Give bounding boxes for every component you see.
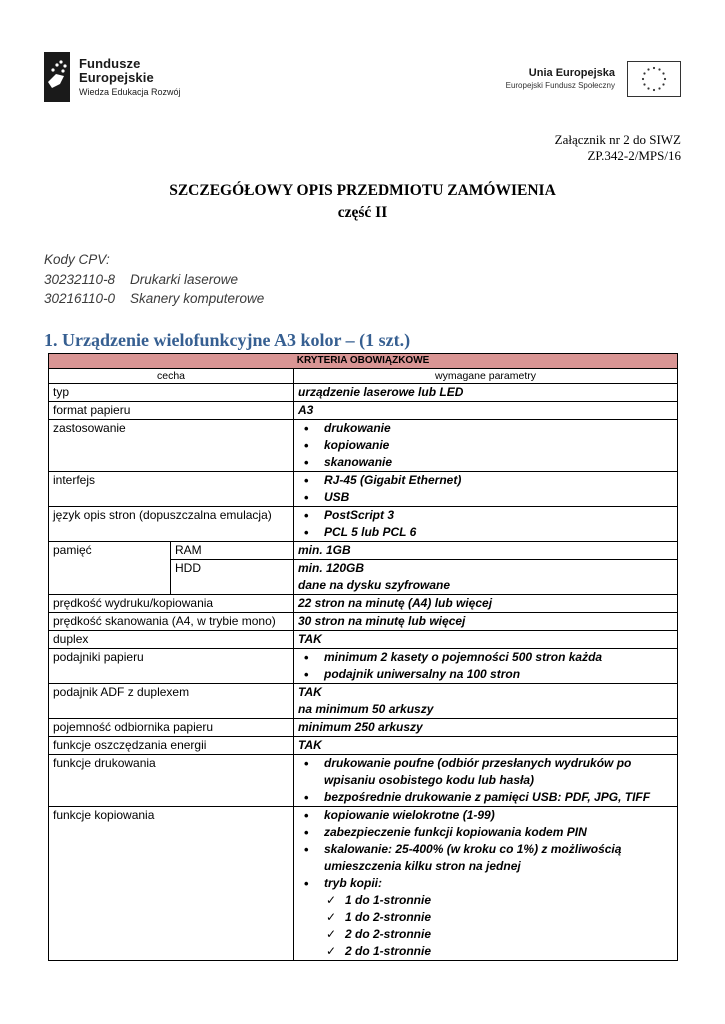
row-value: A3 [294,402,678,420]
list-item: • minimum 2 kasety o pojemności 500 stron każda [298,649,673,666]
col-header-parametry: wymagane parametry [294,369,678,384]
fe-logo-line1: Fundusze [79,56,141,71]
row-value-line: na minimum 50 arkuszy [298,702,434,716]
row-value-list [294,472,678,507]
cpv-code: 30216110-0 [44,291,116,306]
list-item: • podajnik uniwersalny na 100 stron [298,666,673,683]
cpv-codes [44,250,264,309]
row-value-list [294,420,678,472]
table-header: KRYTERIA OBOWIĄZKOWE [49,354,678,369]
list-item: • kopiowanie [298,437,673,454]
row-label: prędkość skanowania (A4, w trybie mono) [49,613,294,631]
row-value-list [294,807,678,961]
row-value: TAK [294,631,678,649]
table-row [49,472,678,507]
spec-table [48,353,678,961]
table-row [49,542,678,560]
cpv-row [44,289,264,309]
list-item: • bezpośrednie drukowanie z pamięci USB: PDF, JPG, TIFF [298,789,673,806]
table-row [49,719,678,737]
row-label: język opis stron (dopuszczalna emulacja) [49,507,294,542]
row-label: duplex [49,631,294,649]
table-row [49,507,678,542]
document-title [0,180,725,224]
list-item: • drukowanie [298,420,673,437]
row-sublabel: HDD [171,560,294,595]
section-heading: 1. Urządzenie wielofunkcyjne A3 kolor – (1 szt.) [44,330,411,350]
list-item: • drukowanie poufne (odbiór przesłanych wydruków po wpisaniu osobistego kodu lub hasła) [298,755,673,789]
table-row [49,384,678,402]
annex-reference [555,132,681,164]
col-header-cecha: cecha [49,369,294,384]
list-item: • skanowanie [298,454,673,471]
table-row [49,402,678,420]
checklist-item: ✓ 1 do 1-stronnie [298,892,673,909]
table-subheader-row [49,369,678,384]
row-value [294,684,678,719]
annex-line1: Załącznik nr 2 do SIWZ [554,132,681,147]
row-label: pojemność odbiornika papieru [49,719,294,737]
table-row [49,649,678,684]
row-value: urządzenie laserowe lub LED [294,384,678,402]
table-row [49,613,678,631]
row-label: funkcje kopiowania [49,807,294,961]
row-label: typ [49,384,294,402]
list-item: • USB [298,489,673,506]
checklist-item: ✓ 2 do 1-stronnie [298,943,673,960]
list-item: • skalowanie: 25-400% (w kroku co 1%) z możliwością umieszczenia kilku stron na jednej [298,841,673,875]
table-row [49,595,678,613]
row-label: format papieru [49,402,294,420]
fe-logo-icon [44,52,70,102]
annex-line2: ZP.342-2/MPS/16 [587,148,681,163]
row-label: interfejs [49,472,294,507]
row-value: 22 stron na minutę (A4) lub więcej [294,595,678,613]
row-label: podajnik ADF z duplexem [49,684,294,719]
eu-logo-line1: Unia Europejska [528,67,615,80]
eu-flag-icon [627,61,681,97]
list-item: • kopiowanie wielokrotne (1-99) [298,807,673,824]
list-item: • zabezpieczenie funkcji kopiowania kodem PIN [298,824,673,841]
table-row [49,755,678,807]
row-label: funkcje drukowania [49,755,294,807]
row-label: pamięć [49,542,171,595]
row-value-list [294,507,678,542]
checklist-item: ✓ 1 do 2-stronnie [298,909,673,926]
row-value-list [294,755,678,807]
unia-europejska-logo [506,61,681,97]
row-value-line: TAK [298,685,322,699]
row-label: podajniki papieru [49,649,294,684]
row-value [294,560,678,595]
table-row [49,684,678,719]
row-value-line: dane na dysku szyfrowane [298,578,451,592]
row-value-list [294,649,678,684]
cpv-name: Skanery komputerowe [130,291,265,306]
row-sublabel: RAM [171,542,294,560]
table-header-row [49,354,678,369]
row-label: funkcje oszczędzania energii [49,737,294,755]
table-row [49,631,678,649]
row-label: prędkość wydruku/kopiowania [49,595,294,613]
table-row [49,737,678,755]
list-item: • RJ-45 (Gigabit Ethernet) [298,472,673,489]
eu-logo-line2: Europejski Fundusz Społeczny [505,80,615,90]
row-value: TAK [294,737,678,755]
row-label: zastosowanie [49,420,294,472]
checklist-item: ✓ 2 do 2-stronnie [298,926,673,943]
table-row [49,807,678,961]
cpv-row [44,270,264,290]
list-item: • PostScript 3 [298,507,673,524]
row-value: min. 1GB [294,542,678,560]
row-value-line: min. 120GB [298,561,365,575]
title-line1: SZCZEGÓŁOWY OPIS PRZEDMIOTU ZAMÓWIENIA [169,182,556,199]
cpv-name: Drukarki laserowe [130,271,239,287]
fe-logo-line2: Europejskie [79,70,154,86]
table-row [49,420,678,472]
row-value: 30 stron na minutę lub więcej [294,613,678,631]
list-item: • PCL 5 lub PCL 6 [298,524,673,541]
title-line2: część II [337,204,388,221]
row-value: minimum 250 arkuszy [294,719,678,737]
list-item: • tryb kopii: [298,875,673,892]
fundusze-europejskie-logo [44,52,181,102]
cpv-code: 30232110-8 [44,271,116,287]
fe-logo-line3: Wiedza Edukacja Rozwój [79,86,181,97]
cpv-label: Kody CPV: [44,252,110,267]
